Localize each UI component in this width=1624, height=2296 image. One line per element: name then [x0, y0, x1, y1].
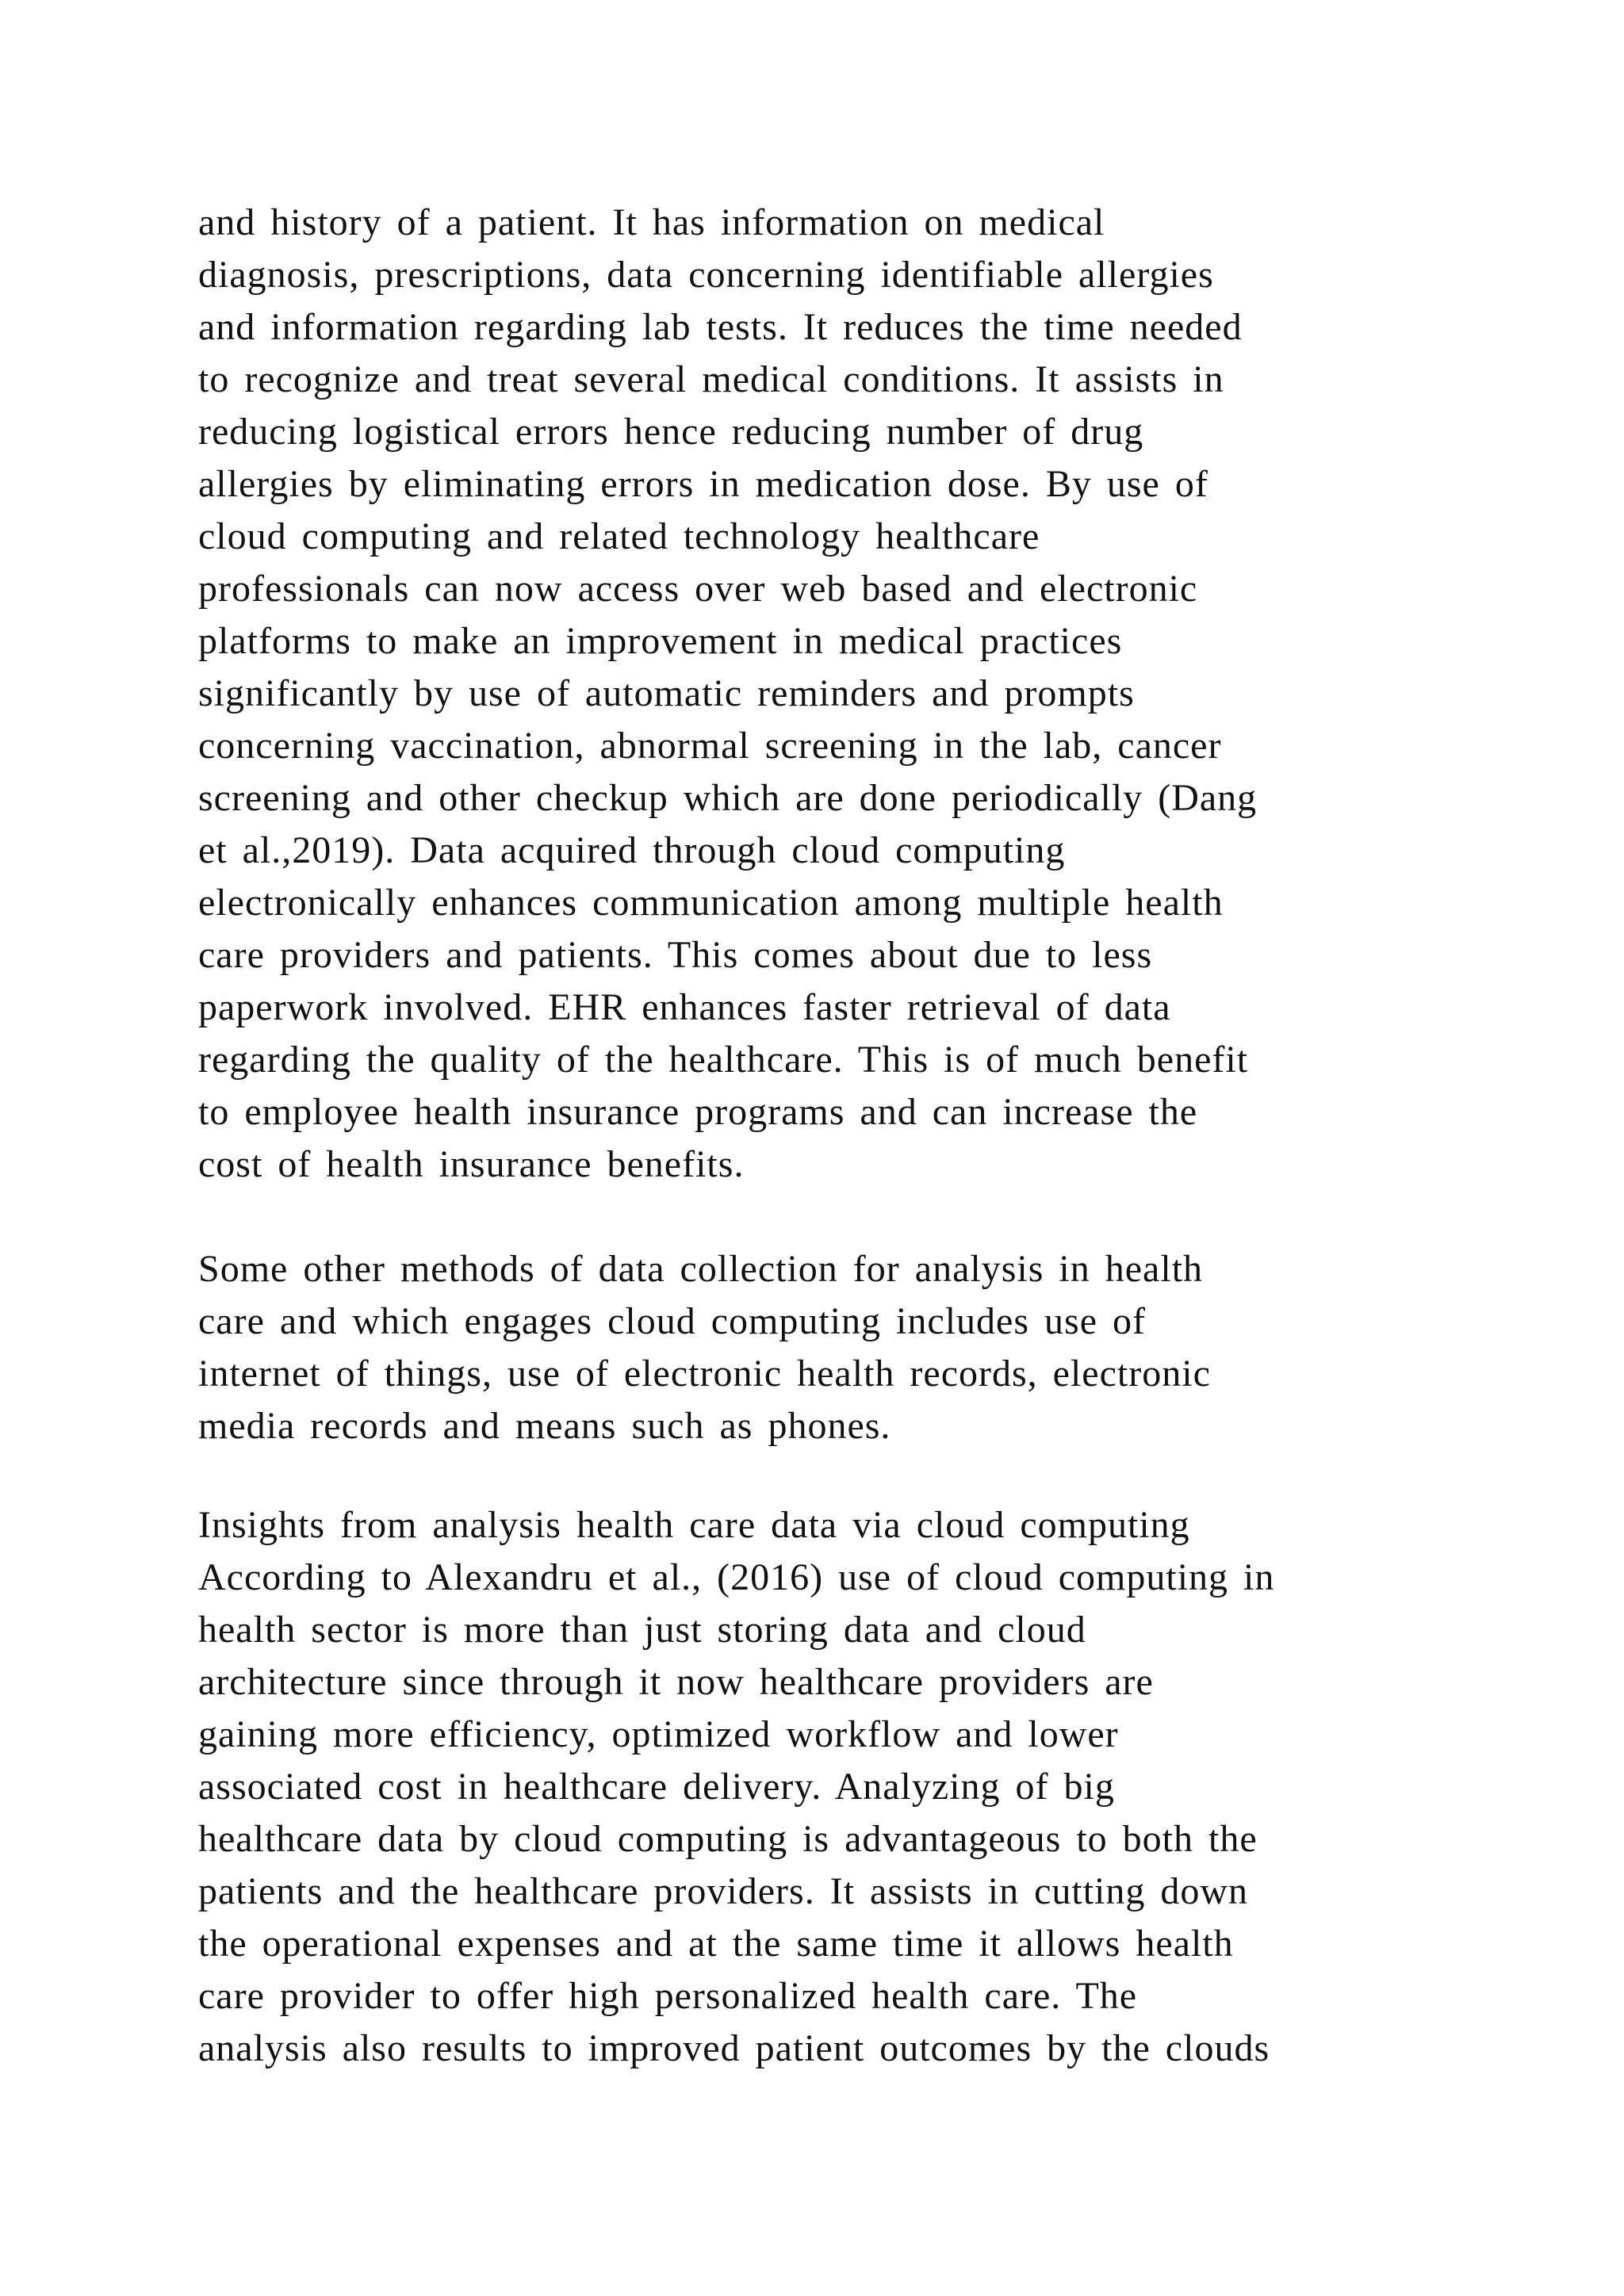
- text-line: allergies by eliminating errors in medication dose. By use of: [198, 463, 1208, 505]
- text-line: et al.,2019). Data acquired through cloud computing: [198, 829, 1066, 871]
- text-line: analysis also results to improved patient outcomes by the clouds: [198, 2027, 1270, 2069]
- text-line: architecture since through it now healthcare providers are: [198, 1661, 1154, 1703]
- text-line: significantly by use of automatic reminders and prompts: [198, 672, 1135, 714]
- text-line: cloud computing and related technology healthcare: [198, 515, 1040, 557]
- text-line: electronically enhances communication among multiple health: [198, 882, 1224, 924]
- text-line: health sector is more than just storing data and cloud: [198, 1609, 1086, 1651]
- text-line: cost of health insurance benefits.: [198, 1143, 745, 1185]
- text-line: and history of a patient. It has information on medical: [198, 201, 1105, 243]
- text-line: reducing logistical errors hence reducing number of drug: [198, 411, 1144, 453]
- text-line: care and which engages cloud computing includes use of: [198, 1300, 1146, 1342]
- text-line: screening and other checkup which are done periodically (Dang: [198, 777, 1258, 819]
- text-line: paperwork involved. EHR enhances faster retrieval of data: [198, 986, 1171, 1028]
- text-line: associated cost in healthcare delivery. Analyzing of big: [198, 1766, 1115, 1808]
- text-line: and information regarding lab tests. It reduces the time needed: [198, 306, 1243, 348]
- text-line: patients and the healthcare providers. It assists in cutting down: [198, 1870, 1249, 1912]
- text-line: platforms to make an improvement in medical practices: [198, 620, 1123, 662]
- text-line: Insights from analysis health care data via cloud computing: [198, 1504, 1190, 1546]
- text-line: diagnosis, prescriptions, data concerning identifiable allergies: [198, 254, 1214, 296]
- text-line: care providers and patients. This comes about due to less: [198, 934, 1153, 976]
- text-line: media records and means such as phones.: [198, 1405, 891, 1447]
- paragraph-ehr-benefits: [198, 197, 1515, 1191]
- paragraph-insights: [198, 1499, 1515, 2075]
- text-line: professionals can now access over web based and electronic: [198, 568, 1198, 610]
- text-line: According to Alexandru et al., (2016) use of cloud computing in: [198, 1556, 1275, 1598]
- text-line: healthcare data by cloud computing is advantageous to both the: [198, 1818, 1258, 1860]
- text-line: internet of things, use of electronic health records, electronic: [198, 1353, 1211, 1395]
- text-line: to employee health insurance programs and can increase the: [198, 1091, 1198, 1133]
- text-line: care provider to offer high personalized health care. The: [198, 1975, 1138, 2017]
- paragraph-data-collection-methods: [198, 1243, 1515, 1452]
- text-line: to recognize and treat several medical conditions. It assists in: [198, 358, 1224, 400]
- text-line: the operational expenses and at the same time it allows health: [198, 1923, 1234, 1965]
- text-line: concerning vaccination, abnormal screening in the lab, cancer: [198, 725, 1222, 767]
- text-line: gaining more efficiency, optimized workflow and lower: [198, 1713, 1119, 1755]
- text-line: regarding the quality of the healthcare. This is of much benefit: [198, 1039, 1249, 1081]
- text-line: Some other methods of data collection for analysis in health: [198, 1248, 1204, 1290]
